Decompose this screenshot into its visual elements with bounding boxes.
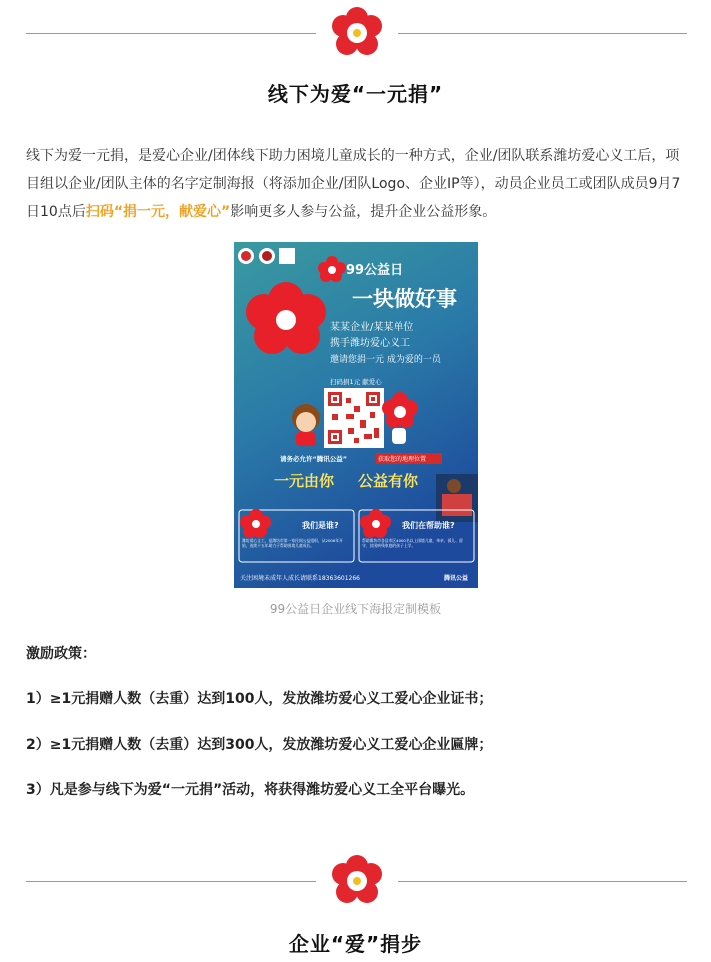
divider-line-right [398, 881, 687, 882]
policy-item-1: 1）≥1元捐赠人数（去重）达到100人，发放潍坊爱心义工爱心企业证书； [26, 691, 493, 707]
poster-graphic [234, 242, 478, 588]
poster-line-1: 某某企业/某某单位 [330, 322, 414, 333]
divider-line-left [26, 881, 316, 882]
policy-item-3: 3）凡是参与线下为爱“一元捐”活动，将获得潍坊爱心义工全平台曝光。 [26, 782, 475, 798]
poster-footer: 关注困境未成年人成长请联系18363601266 [240, 575, 360, 582]
divider-line-right [398, 33, 687, 34]
poster-slogan-right: 公益有你 [358, 472, 419, 490]
flower-icon [327, 854, 387, 910]
poster-scan-label: 扫码捐1元 献爱心 [330, 378, 382, 386]
flower-divider-top [26, 6, 687, 56]
poster-brand: 腾讯公益 [444, 575, 469, 582]
poster-notice: 请务必允许“腾讯公益” [280, 455, 348, 463]
poster-line-2: 携手潍坊爱心义工 [330, 338, 410, 349]
flower-divider-bottom [26, 854, 687, 904]
poster-box1-title: 我们是谁? [302, 521, 339, 530]
poster-caption: 99公益日企业线下海报定制模板 [269, 602, 442, 616]
poster-slogan-left: 一元由你 [274, 472, 335, 490]
divider-line-left [26, 33, 316, 34]
intro-text-2: 影响更多人参与公益，提升企业公益形象。 [230, 204, 497, 220]
poster-title-big: 一块做好事 [352, 287, 457, 311]
intro-paragraph [26, 142, 688, 226]
logo-icon-3 [279, 248, 295, 264]
poster-notice-tag: 获取您的地理位置 [378, 456, 427, 463]
poster-line-3: 邀请您捐一元 成为爱的一员 [330, 355, 441, 365]
policy-item-2: 2）≥1元捐赠人数（去重）达到300人，发放潍坊爱心义工爱心企业匾牌； [26, 737, 493, 753]
flower-icon [327, 6, 387, 62]
intro-highlight: 扫码“捐一元，献爱心” [85, 204, 231, 220]
policy-heading: 激励政策： [26, 646, 96, 662]
section-title-walk-donation: 企业“爱”捐步 [288, 932, 423, 956]
section-title-offline-donation: 线下为爱“一元捐” [267, 82, 444, 106]
poster-box2-title: 我们在帮助谁? [402, 521, 455, 530]
poster-image[interactable] [234, 242, 478, 588]
poster-box2-text: 帮助潍坊市各县市区4000名以上困境儿童，单亲、孤儿、留守、贫困病残家庭的孩子上学。 [362, 538, 463, 548]
intro-text-1: 线下为爱一元捐，是爱心企业/团体线下助力困境儿童成长的一种方式，企业/团队联系潍坊爱心义工后，项目组以企业/团队主体的名字定制海报（将添加企业/团队Logo、企业IP等），动员企业员工或团队成员9月7日10点后 [26, 148, 681, 220]
poster-box1-text: 潍坊爱心义工，是潍坊市第一家民间公益组织，从2006年开始，连续十五年助力于帮助困境儿童成长。 [242, 538, 343, 548]
poster-title-small: 99公益日 [346, 263, 404, 278]
